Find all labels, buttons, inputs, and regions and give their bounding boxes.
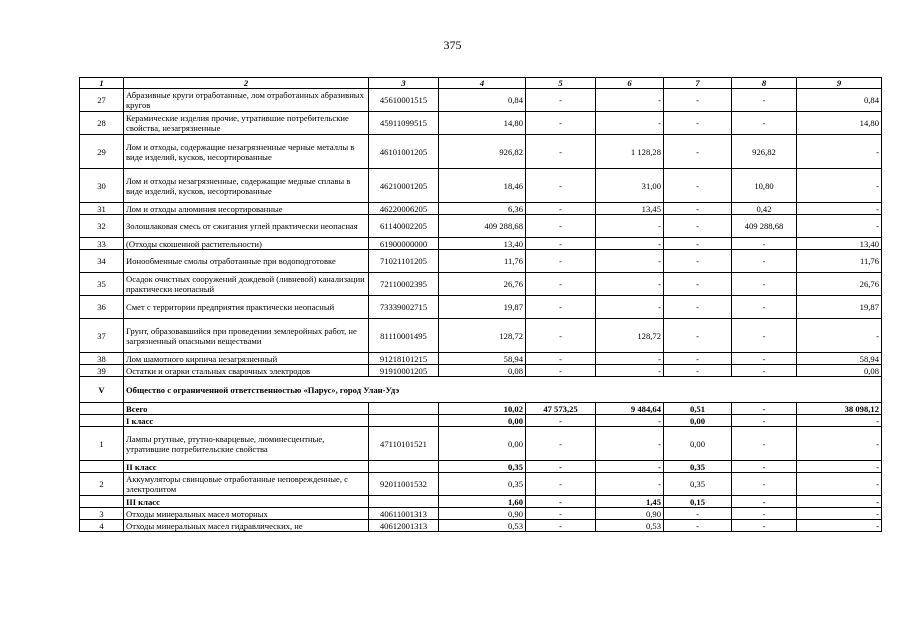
cell-col-code: 91910001205 <box>369 365 439 377</box>
section-number: V <box>80 377 124 403</box>
cell-col-5: - <box>526 415 596 427</box>
table-row <box>80 365 882 377</box>
cell-col-code: 47110101521 <box>369 427 439 461</box>
cell-col-4: 19,87 <box>439 296 526 319</box>
cell-col-number: 2 <box>80 473 124 496</box>
cell-col-5: - <box>526 496 596 508</box>
cell-col-code: 61900000000 <box>369 238 439 250</box>
cell-col-9: - <box>797 169 882 203</box>
cell-col-code: 45911099515 <box>369 112 439 135</box>
cell-col-number: 37 <box>80 319 124 353</box>
cell-col-8: - <box>732 508 797 520</box>
table-row <box>80 415 882 427</box>
header-col-number: 1 <box>80 78 124 89</box>
cell-col-7: - <box>664 215 732 238</box>
cell-col-6: - <box>596 353 664 365</box>
cell-col-9: - <box>797 508 882 520</box>
cell-col-8: - <box>732 250 797 273</box>
cell-col-number: 34 <box>80 250 124 273</box>
cell-col-9: - <box>797 520 882 532</box>
cell-col-5: - <box>526 135 596 169</box>
cell-col-7: 0,35 <box>664 473 732 496</box>
cell-col-9: 26,76 <box>797 273 882 296</box>
cell-col-number: 28 <box>80 112 124 135</box>
cell-col-6: 0,53 <box>596 520 664 532</box>
cell-col-7: - <box>664 365 732 377</box>
header-col-code: 3 <box>369 78 439 89</box>
cell-col-8: 926,82 <box>732 135 797 169</box>
cell-col-8: - <box>732 473 797 496</box>
cell-col-code: 61140002205 <box>369 215 439 238</box>
table-row <box>80 473 882 496</box>
cell-col-5: - <box>526 89 596 112</box>
cell-col-number: 31 <box>80 203 124 215</box>
cell-col-number: 29 <box>80 135 124 169</box>
cell-col-5: - <box>526 508 596 520</box>
cell-col-9: 0,08 <box>797 365 882 377</box>
header-col-9: 9 <box>797 78 882 89</box>
cell-col-6: 128,72 <box>596 319 664 353</box>
cell-col-number <box>80 415 124 427</box>
table-row <box>80 112 882 135</box>
cell-col-number: 38 <box>80 353 124 365</box>
cell-col-8: - <box>732 461 797 473</box>
cell-col-code: 81110001495 <box>369 319 439 353</box>
cell-col-8: - <box>732 273 797 296</box>
table-row <box>80 520 882 532</box>
cell-col-7: 0,00 <box>664 427 732 461</box>
cell-col-7: - <box>664 135 732 169</box>
cell-col-6: - <box>596 112 664 135</box>
header-col-name: 2 <box>124 78 369 89</box>
cell-col-name: Смет с территории предприятия практически неопасный <box>124 296 369 319</box>
cell-col-6: - <box>596 415 664 427</box>
cell-col-4: 18,46 <box>439 169 526 203</box>
cell-col-number: 32 <box>80 215 124 238</box>
cell-col-name: Лом и отходы незагрязненные, содержащие медные сплавы в виде изделий, кусков, несортированные <box>124 169 369 203</box>
cell-col-5: - <box>526 461 596 473</box>
cell-col-9: - <box>797 215 882 238</box>
cell-col-code <box>369 496 439 508</box>
cell-col-code: 46220006205 <box>369 203 439 215</box>
cell-col-8: - <box>732 365 797 377</box>
cell-col-name: Аккумуляторы свинцовые отработанные неповрежденные, с электролитом <box>124 473 369 496</box>
cell-col-9: 58,94 <box>797 353 882 365</box>
cell-col-code: 46101001205 <box>369 135 439 169</box>
cell-col-9: 14,80 <box>797 112 882 135</box>
cell-col-7: 0,00 <box>664 415 732 427</box>
cell-col-9: 0,84 <box>797 89 882 112</box>
cell-col-5: - <box>526 353 596 365</box>
cell-col-name: Керамические изделия прочие, утратившие потребительские свойства, незагрязненные <box>124 112 369 135</box>
table-row <box>80 319 882 353</box>
cell-col-code: 40612001313 <box>369 520 439 532</box>
cell-col-name: Осадок очистных сооружений дождевой (ливневой) канализации практически неопасный <box>124 273 369 296</box>
cell-col-7: - <box>664 520 732 532</box>
cell-col-number: 3 <box>80 508 124 520</box>
cell-col-name: I класс <box>124 415 369 427</box>
cell-col-4: 0,35 <box>439 461 526 473</box>
table-row <box>80 135 882 169</box>
cell-col-name: Золошлаковая смесь от сжигания углей практически неопасная <box>124 215 369 238</box>
cell-col-name: III класс <box>124 496 369 508</box>
cell-col-4: 14,80 <box>439 112 526 135</box>
table-row <box>80 89 882 112</box>
table-row <box>80 273 882 296</box>
cell-col-name: Отходы минеральных масел моторных <box>124 508 369 520</box>
cell-col-7: - <box>664 353 732 365</box>
cell-col-number: 27 <box>80 89 124 112</box>
cell-col-7: - <box>664 319 732 353</box>
cell-col-4: 0,84 <box>439 89 526 112</box>
cell-col-4: 0,53 <box>439 520 526 532</box>
header-col-6: 6 <box>596 78 664 89</box>
cell-col-name: Лампы ртутные, ртутно-кварцевые, люминесцентные, утратившие потребительские свойства <box>124 427 369 461</box>
cell-col-name: II класс <box>124 461 369 473</box>
cell-col-number <box>80 403 124 415</box>
cell-col-5: - <box>526 273 596 296</box>
cell-col-number: 1 <box>80 427 124 461</box>
cell-col-code: 46210001205 <box>369 169 439 203</box>
cell-col-5: - <box>526 473 596 496</box>
cell-col-4: 13,40 <box>439 238 526 250</box>
page-number: 375 <box>443 38 462 52</box>
cell-col-8: - <box>732 319 797 353</box>
cell-col-4: 0,35 <box>439 473 526 496</box>
table-row <box>80 403 882 415</box>
cell-col-5: - <box>526 203 596 215</box>
header-col-7: 7 <box>664 78 732 89</box>
cell-col-9: 38 098,12 <box>797 403 882 415</box>
cell-col-6: 13,45 <box>596 203 664 215</box>
section-title: Общество с ограниченной ответственностью «Парус», город Улан-Удэ <box>124 377 882 403</box>
cell-col-8: - <box>732 496 797 508</box>
table-body <box>80 78 882 532</box>
cell-col-number: 4 <box>80 520 124 532</box>
cell-col-5: - <box>526 215 596 238</box>
cell-col-7: - <box>664 238 732 250</box>
cell-col-9: 11,76 <box>797 250 882 273</box>
table-row <box>80 169 882 203</box>
cell-col-5: - <box>526 427 596 461</box>
cell-col-5: - <box>526 296 596 319</box>
cell-col-7: - <box>664 296 732 319</box>
header-col-4: 4 <box>439 78 526 89</box>
cell-col-name: Остатки и огарки стальных сварочных электродов <box>124 365 369 377</box>
cell-col-8: 10,80 <box>732 169 797 203</box>
cell-col-7: - <box>664 508 732 520</box>
cell-col-4: 10,02 <box>439 403 526 415</box>
cell-col-4: 1,60 <box>439 496 526 508</box>
cell-col-number: 36 <box>80 296 124 319</box>
cell-col-4: 0,00 <box>439 427 526 461</box>
cell-col-number: 35 <box>80 273 124 296</box>
cell-col-7: - <box>664 89 732 112</box>
cell-col-5: - <box>526 319 596 353</box>
cell-col-6: - <box>596 427 664 461</box>
cell-col-7: 0,15 <box>664 496 732 508</box>
cell-col-code <box>369 461 439 473</box>
table-row <box>80 215 882 238</box>
cell-col-6: - <box>596 250 664 273</box>
waste-table <box>79 77 882 532</box>
cell-col-4: 58,94 <box>439 353 526 365</box>
section-row <box>80 377 882 403</box>
cell-col-number <box>80 461 124 473</box>
cell-col-6: 1,45 <box>596 496 664 508</box>
cell-col-8: 0,42 <box>732 203 797 215</box>
table-header-row <box>80 78 882 89</box>
table-row <box>80 203 882 215</box>
cell-col-number: 39 <box>80 365 124 377</box>
cell-col-4: 0,90 <box>439 508 526 520</box>
cell-col-7: 0,35 <box>664 461 732 473</box>
cell-col-5: - <box>526 112 596 135</box>
table-row <box>80 427 882 461</box>
cell-col-code <box>369 403 439 415</box>
cell-col-4: 409 288,68 <box>439 215 526 238</box>
cell-col-5: - <box>526 169 596 203</box>
cell-col-9: 13,40 <box>797 238 882 250</box>
cell-col-code: 45610001515 <box>369 89 439 112</box>
cell-col-8: 409 288,68 <box>732 215 797 238</box>
cell-col-6: 9 484,64 <box>596 403 664 415</box>
cell-col-code: 71021101205 <box>369 250 439 273</box>
cell-col-8: - <box>732 520 797 532</box>
cell-col-5: - <box>526 250 596 273</box>
table-row <box>80 461 882 473</box>
cell-col-name: Всего <box>124 403 369 415</box>
cell-col-4: 26,76 <box>439 273 526 296</box>
cell-col-4: 0,08 <box>439 365 526 377</box>
table-row <box>80 508 882 520</box>
cell-col-4: 128,72 <box>439 319 526 353</box>
cell-col-7: - <box>664 250 732 273</box>
table-row <box>80 296 882 319</box>
cell-col-4: 6,36 <box>439 203 526 215</box>
cell-col-8: - <box>732 427 797 461</box>
cell-col-7: - <box>664 203 732 215</box>
cell-col-8: - <box>732 353 797 365</box>
cell-col-5: - <box>526 520 596 532</box>
table-row <box>80 496 882 508</box>
cell-col-6: - <box>596 296 664 319</box>
cell-col-6: - <box>596 238 664 250</box>
cell-col-9: - <box>797 415 882 427</box>
cell-col-name: Лом шамотного кирпича незагрязненный <box>124 353 369 365</box>
cell-col-9: - <box>797 461 882 473</box>
cell-col-code: 72110002395 <box>369 273 439 296</box>
cell-col-6: - <box>596 461 664 473</box>
cell-col-number <box>80 496 124 508</box>
cell-col-9: - <box>797 496 882 508</box>
cell-col-9: 19,87 <box>797 296 882 319</box>
cell-col-name: Грунт, образовавшийся при проведении землеройных работ, не загрязненный опасными веществами <box>124 319 369 353</box>
cell-col-code: 73339002715 <box>369 296 439 319</box>
cell-col-code: 91218101215 <box>369 353 439 365</box>
cell-col-9: - <box>797 427 882 461</box>
cell-col-8: - <box>732 89 797 112</box>
table-row <box>80 353 882 365</box>
cell-col-8: - <box>732 415 797 427</box>
cell-col-6: - <box>596 215 664 238</box>
cell-col-6: - <box>596 473 664 496</box>
cell-col-name: (Отходы скошенной растительности) <box>124 238 369 250</box>
cell-col-name: Отходы минеральных масел гидравлических, не <box>124 520 369 532</box>
cell-col-4: 0,00 <box>439 415 526 427</box>
cell-col-code <box>369 415 439 427</box>
cell-col-4: 926,82 <box>439 135 526 169</box>
table-row <box>80 250 882 273</box>
cell-col-6: - <box>596 365 664 377</box>
cell-col-7: 0,51 <box>664 403 732 415</box>
cell-col-number: 33 <box>80 238 124 250</box>
cell-col-9: - <box>797 203 882 215</box>
cell-col-5: - <box>526 238 596 250</box>
cell-col-5: 47 573,25 <box>526 403 596 415</box>
cell-col-name: Лом и отходы, содержащие незагрязненные черные металлы в виде изделий, кусков, несортированные <box>124 135 369 169</box>
cell-col-8: - <box>732 403 797 415</box>
cell-col-6: 31,00 <box>596 169 664 203</box>
header-col-8: 8 <box>732 78 797 89</box>
cell-col-9: - <box>797 135 882 169</box>
cell-col-name: Ионообменные смолы отработанные при водоподготовке <box>124 250 369 273</box>
cell-col-8: - <box>732 112 797 135</box>
cell-col-code: 40611001313 <box>369 508 439 520</box>
table-row <box>80 238 882 250</box>
cell-col-name: Абразивные круги отработанные, лом отработанных абразивных кругов <box>124 89 369 112</box>
cell-col-7: - <box>664 112 732 135</box>
cell-col-4: 11,76 <box>439 250 526 273</box>
header-col-5: 5 <box>526 78 596 89</box>
cell-col-6: 1 128,28 <box>596 135 664 169</box>
cell-col-7: - <box>664 273 732 296</box>
cell-col-5: - <box>526 365 596 377</box>
cell-col-8: - <box>732 296 797 319</box>
cell-col-9: - <box>797 319 882 353</box>
cell-col-number: 30 <box>80 169 124 203</box>
cell-col-6: - <box>596 89 664 112</box>
cell-col-name: Лом и отходы алюминия несортированные <box>124 203 369 215</box>
cell-col-code: 92011001532 <box>369 473 439 496</box>
cell-col-8: - <box>732 238 797 250</box>
cell-col-6: - <box>596 273 664 296</box>
cell-col-7: - <box>664 169 732 203</box>
cell-col-6: 0,90 <box>596 508 664 520</box>
cell-col-9: - <box>797 473 882 496</box>
